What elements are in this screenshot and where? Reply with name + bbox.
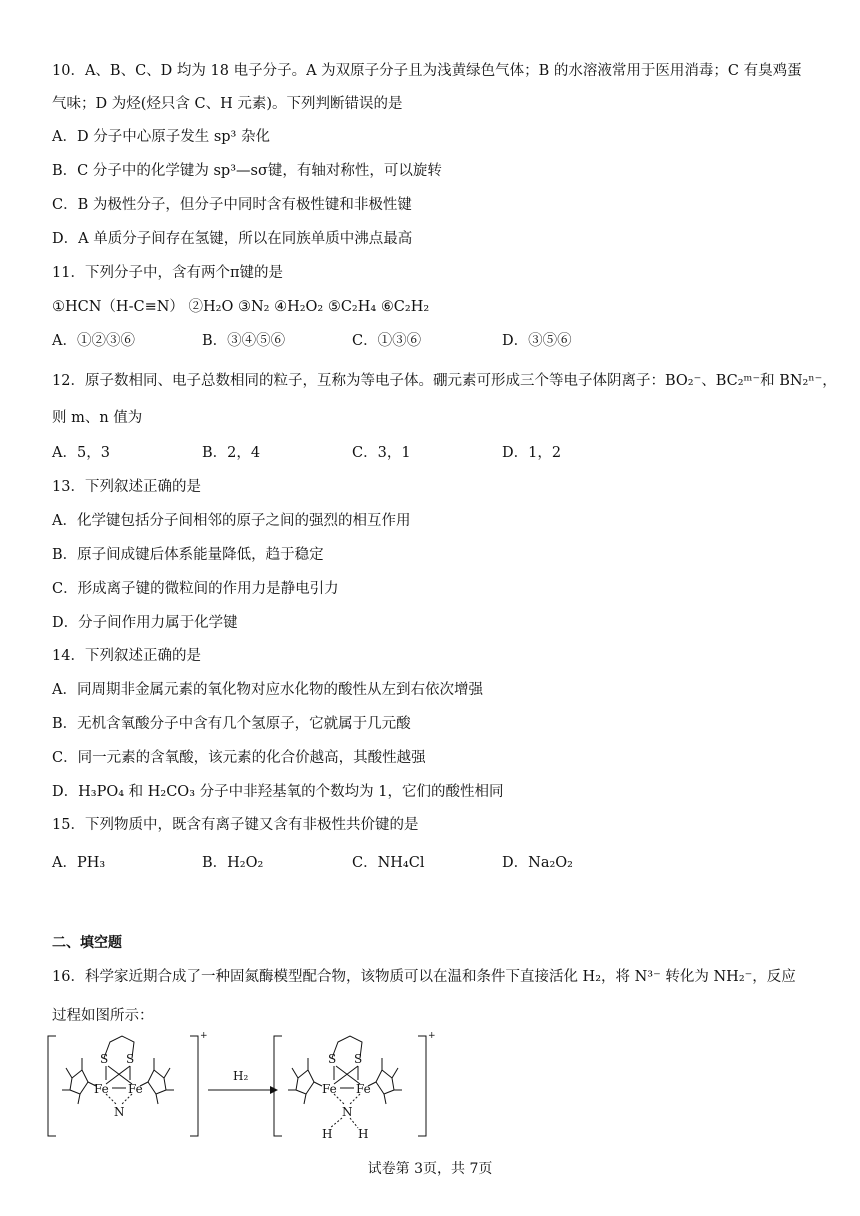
q13-option-a: A．化学键包括分子间相邻的原子之间的强烈的相互作用: [52, 513, 411, 529]
q11-list: ①HCN（H-C≡N） ②H₂O ③N₂ ④H₂O₂ ⑤C₂H₄ ⑥C₂H₂: [52, 299, 430, 315]
charge-right: +: [428, 1031, 436, 1041]
atom-n: N: [114, 1105, 125, 1119]
atom-fe-4: Fe: [356, 1082, 371, 1096]
q14-option-d: D．H₃PO₄ 和 H₂CO₃ 分子中非羟基氧的个数均为 1，它们的酸性相同: [52, 784, 504, 800]
reactant-complex: [48, 1036, 198, 1136]
q10-stem-line2: 气味；D 为烃(烃只含 C、H 元素)。下列判断错误的是: [52, 96, 403, 112]
reagent-h2: H₂: [233, 1069, 249, 1083]
q11-stem: 11．下列分子中，含有两个π键的是: [52, 265, 283, 281]
q12-option-b: B．2，4: [202, 445, 261, 461]
q10-option-d: D．A 单质分子间存在氢键，所以在同族单质中沸点最高: [52, 231, 413, 247]
q13-stem: 13．下列叙述正确的是: [52, 479, 201, 495]
page-footer: 试卷第 3页，共 7页: [367, 1161, 493, 1177]
q13-option-c: C．形成离子键的微粒间的作用力是静电引力: [52, 581, 339, 597]
q15-options: [52, 853, 812, 873]
q16-stem-line1: 16．科学家近期合成了一种固氮酶模型配合物，该物质可以在温和条件下直接活化 H₂，将 N³⁻ 转化为 NH₂⁻，反应: [52, 969, 796, 985]
q16-stem-line2: 过程如图所示：: [52, 1008, 154, 1024]
q12-option-a: A．5，3: [52, 445, 110, 461]
q12-options: [52, 443, 812, 463]
atom-h-1: H: [322, 1127, 333, 1141]
atom-s-3: S: [328, 1052, 337, 1066]
q13-option-b: B．原子间成键后体系能量降低，趋于稳定: [52, 547, 324, 563]
q14-option-c: C．同一元素的含氧酸，该元素的化合价越高，其酸性越强: [52, 750, 426, 766]
q15-option-c: C．NH₄Cl: [352, 855, 425, 871]
reaction-diagram: [40, 1030, 460, 1142]
q15-option-d: D．Na₂O₂: [502, 855, 573, 871]
q12-option-c: C．3，1: [352, 445, 411, 461]
q10-option-c: C．B 为极性分子，但分子中同时含有极性键和非极性键: [52, 197, 412, 213]
product-complex: [274, 1036, 426, 1136]
q15-stem: 15．下列物质中，既含有离子键又含有非极性共价键的是: [52, 817, 419, 833]
q14-stem: 14．下列叙述正确的是: [52, 648, 201, 664]
atom-fe-2: Fe: [128, 1082, 143, 1096]
atom-h-2: H: [358, 1127, 369, 1141]
q15-option-b: B．H₂O₂: [202, 855, 264, 871]
charge-left: +: [200, 1031, 208, 1041]
q13-option-d: D．分子间作用力属于化学键: [52, 615, 238, 631]
atom-n-2: N: [342, 1105, 353, 1119]
q14-option-a: A．同周期非金属元素的氧化物对应水化物的酸性从左到右依次增强: [52, 682, 483, 698]
q11-option-b: B．③④⑤⑥: [202, 333, 286, 349]
q11-option-c: C．①③⑥: [352, 333, 422, 349]
q11-options: [52, 331, 812, 351]
q10-stem-line1: 10．A、B、C、D 均为 18 电子分子。A 为双原子分子且为浅黄绿色气体；B 的水溶液常用于医用消毒；C 有臭鸡蛋: [52, 63, 802, 79]
q12-option-d: D．1，2: [502, 445, 562, 461]
q10-option-b: B．C 分子中的化学键为 sp³—sσ键，有轴对称性，可以旋转: [52, 163, 442, 179]
q11-option-a: A．①②③⑥: [52, 333, 135, 349]
q12-stem-line1: 12．原子数相同、电子总数相同的粒子，互称为等电子体。硼元素可形成三个等电子体阴离子：BO₂⁻、BC₂ᵐ⁻和 BN₂ⁿ⁻，: [52, 373, 837, 389]
q14-option-b: B．无机含氧酸分子中含有几个氢原子，它就属于几元酸: [52, 716, 411, 732]
atom-s-4: S: [354, 1052, 363, 1066]
atom-s-2: S: [126, 1052, 135, 1066]
section-heading: 二、填空题: [52, 935, 122, 951]
atom-fe-1: Fe: [94, 1082, 109, 1096]
q12-stem-line2: 则 m、n 值为: [52, 410, 143, 426]
q11-option-d: D．③⑤⑥: [502, 333, 572, 349]
atom-fe-3: Fe: [322, 1082, 337, 1096]
q15-option-a: A．PH₃: [52, 855, 106, 871]
atom-s-1: S: [100, 1052, 109, 1066]
q10-option-a: A．D 分子中心原子发生 sp³ 杂化: [52, 129, 270, 145]
